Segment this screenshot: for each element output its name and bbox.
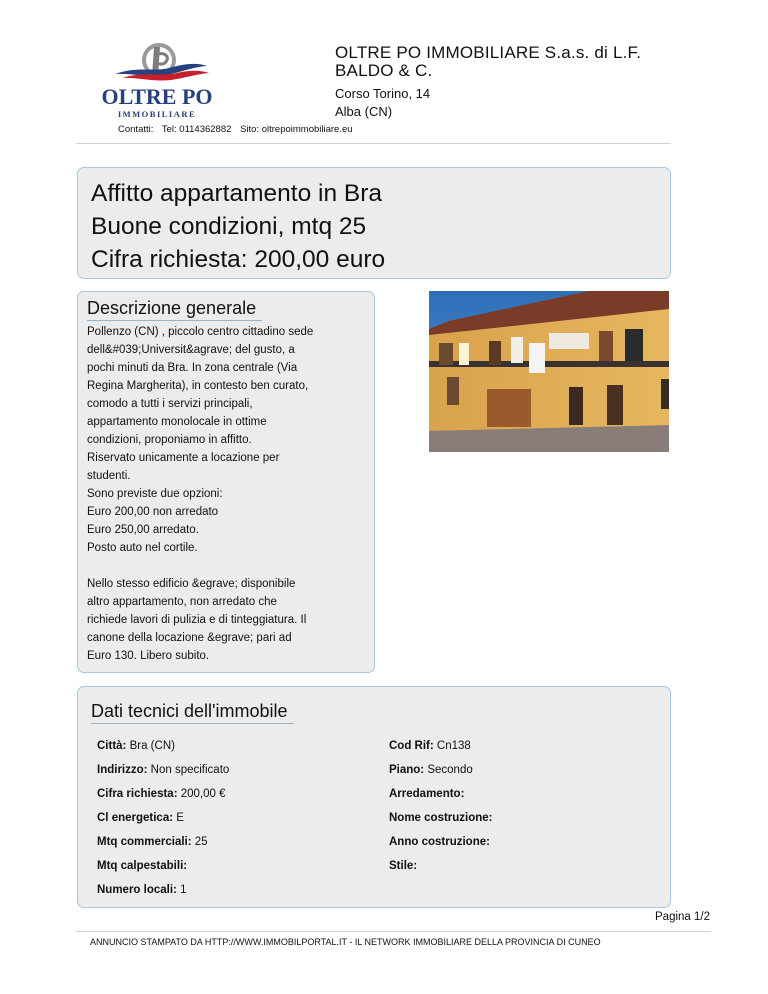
header-divider [76,143,671,144]
company-address [335,85,665,121]
company-name: OLTRE PO IMMOBILIARE S.a.s. di L.F. BALDO & C. [335,43,642,80]
price-value: 200,00 € [180,788,226,800]
building-name-label: Nome costruzione: [389,812,493,824]
building-image [429,291,669,452]
tech-row [97,737,657,755]
tech-row [97,785,657,803]
listing-title: Affitto appartamento in Bra [91,180,382,207]
furnishing-label: Arredamento: [389,788,465,800]
floor-label: Piano: [389,764,425,776]
description-text: Pollenzo (CN) , piccolo centro cittadino sede dell&#039;Universit&agrave; del gusto, a pochi minuti da Bra. In zona centrale (Via Regina Margherita), in contesto ben curato, comodo a tutti i servizi principali, appartamento monolocale in ottime condizioni, proponiamo in affitto. Riservato unicamente a locazione per studenti. Sono previste due opzioni: Euro 200,00 non arredato Euro 250,00 arredato. Posto auto nel cortile. Nello stesso edificio &egrave; disponibile altro appartamento, non arredato che richiede lavori di pulizia e di tinteggiatura. Il canone della locazione &egrave; pari ad Euro 130. Libero subito. [87,326,314,662]
construction-year-label: Anno costruzione: [389,836,490,848]
listing-condition: Buone condizioni, mtq 25 [91,213,367,240]
company-logo [97,40,220,122]
ref-code-value: Cn138 [436,740,471,752]
tech-row [97,809,657,827]
energy-class-label: Cl energetica: [97,812,174,824]
technical-data-heading: Dati tecnici dell'immobile [91,701,294,724]
listing-price: Cifra richiesta: 200,00 euro [91,246,386,273]
price-label: Cifra richiesta: [97,788,178,800]
tech-row [97,761,657,779]
walkable-sqm-label: Mtq calpestabili: [97,860,188,872]
company-info [335,44,665,121]
address-value: Non specificato [150,764,230,776]
contact-phone: Tel: 0114362882 [161,124,232,135]
city-value: Bra (CN) [129,740,175,752]
technical-data-box [77,686,671,908]
tech-row [97,857,657,875]
listing-title-box [77,167,671,279]
city-label: Città: [97,740,127,752]
tech-row [97,881,657,899]
logo-graphic [97,40,220,122]
logo-name: OLTRE PO [101,84,213,109]
style-label: Stile: [389,860,418,872]
rooms-value: 1 [180,884,187,896]
footer-text: ANNUNCIO STAMPATO DA HTTP://WWW.IMMOBILPORTAL.IT - IL NETWORK IMMOBILIARE DELLA PROVINCIA DI CUNEO [90,937,601,947]
page-number: Pagina 1/2 [655,911,710,923]
commercial-sqm-label: Mtq commerciali: [97,836,192,848]
logo-subname: IMMOBILIARE [117,109,197,119]
property-photo [429,291,669,452]
commercial-sqm-value: 25 [194,836,208,848]
tech-row [97,833,657,851]
address-street: Corso Torino, 14 [335,86,431,101]
footer-divider [76,931,711,932]
rooms-label: Numero locali: [97,884,177,896]
ref-code-label: Cod Rif: [389,740,434,752]
contact-website[interactable]: Sito: oltrepoimmobiliare.eu [240,124,353,135]
address-label: Indirizzo: [97,764,148,776]
description-heading: Descrizione generale [87,298,262,321]
contacts-line [118,124,359,135]
contacts-label: Contatti: [118,124,154,135]
address-city: Alba (CN) [335,104,393,119]
energy-class-value: E [176,812,184,824]
floor-value: Secondo [427,764,473,776]
description-box [77,291,375,673]
